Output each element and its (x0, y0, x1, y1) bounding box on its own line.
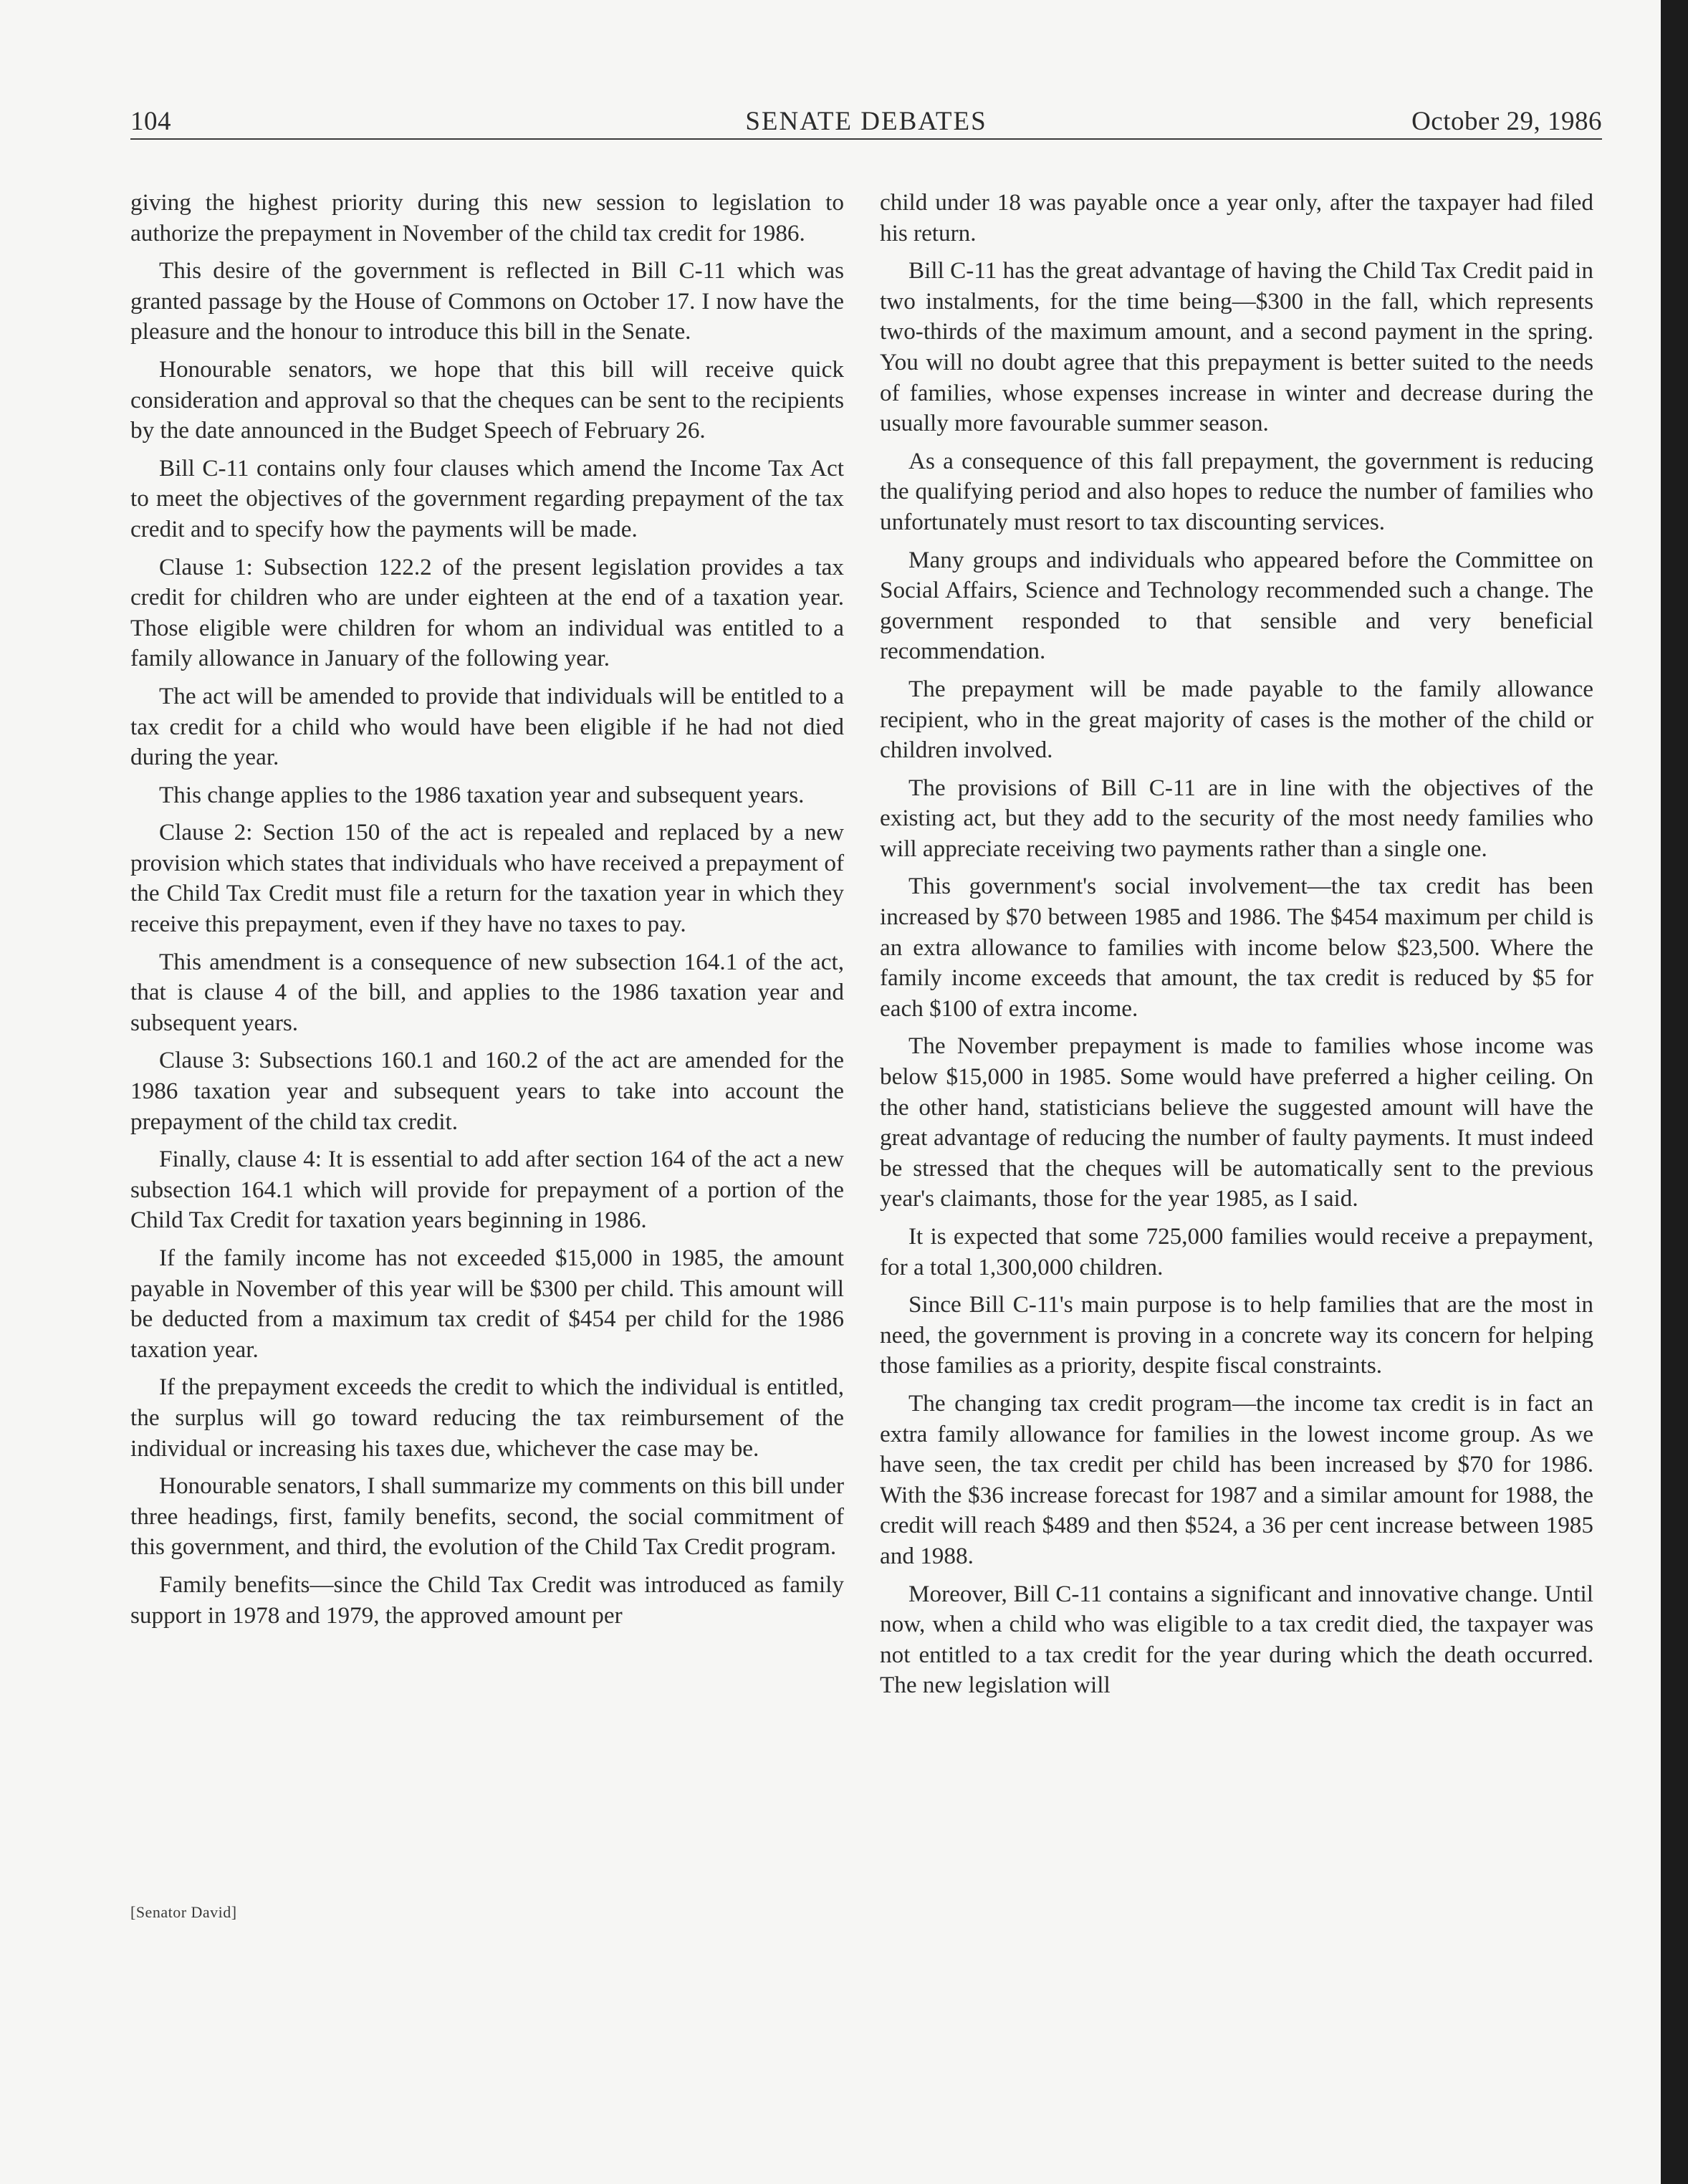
paragraph: It is expected that some 725,000 families would receive a prepayment, for a total 1,300,000 children. (880, 1223, 1593, 1280)
paragraph: This government's social involvement—the tax credit has been increased by $70 between 1985 and 1986. The $454 maximum per child is an extra allowance to families with income below $23,500. Where the family income exceeds that amount, the tax credit is reduced by $5 for each $100 of extra income. (880, 873, 1593, 1022)
paragraph: Clause 3: Subsections 160.1 and 160.2 of the act are amended for the 1986 taxation year and subsequent years to take into account the prepayment of the child tax credit. (130, 1047, 844, 1135)
page-number: 104 (130, 107, 171, 136)
paragraph: Clause 2: Section 150 of the act is repealed and replaced by a new provision which states that individuals who have received a prepayment of the Child Tax Credit must file a return for the taxation year in which they receive this prepayment, even if they have no taxes to pay. (130, 819, 844, 938)
paragraph: As a consequence of this fall prepayment, the government is reducing the qualifying period and also hopes to reduce the number of families who unfortunately must resort to tax discounting services. (880, 447, 1593, 535)
paragraph: giving the highest priority during this new session to legislation to authorize the prepayment in November of the child tax credit for 1986. (130, 189, 844, 246)
paragraph: This desire of the government is reflected in Bill C-11 which was granted passage by the House of Commons on October 17. I now have the pleasure and the honour to introduce this bill in the Senate. (130, 257, 844, 345)
paragraph: The act will be amended to provide that individuals will be entitled to a tax credit for a child who would have been eligible if he had not died during the year. (130, 682, 844, 771)
paragraph: Many groups and individuals who appeared before the Committee on Social Affairs, Science and Technology recommended such a change. The government responded to that sensible and very beneficial recommendation. (880, 546, 1593, 665)
paragraph: Bill C-11 contains only four clauses which amend the Income Tax Act to meet the objectives of the government regarding prepayment of the tax credit and to specify how the payments will be made. (130, 454, 844, 542)
paragraph: Honourable senators, I shall summarize my comments on this bill under three headings, first, family benefits, second, the social commitment of this government, and third, the evolution of the Child Tax Credit program. (130, 1472, 844, 1561)
paragraph: Family benefits—since the Child Tax Credit was introduced as family support in 1978 and 1979, the approved amount per (130, 1571, 844, 1629)
speaker-note: [Senator David] (130, 1903, 237, 1921)
paragraph: Moreover, Bill C-11 contains a significant and innovative change. Until now, when a child who was eligible to a tax credit died, the taxpayer was not entitled to a tax credit for the year during which the death occurred. The new legislation will (880, 1580, 1593, 1699)
header-rule (130, 138, 1602, 140)
paragraph: This change applies to the 1986 taxation year and subsequent years. (159, 781, 805, 808)
paragraph: The prepayment will be made payable to the family allowance recipient, who in the great majority of cases is the mother of the child or children involved. (880, 675, 1593, 764)
paragraph: Clause 1: Subsection 122.2 of the present legislation provides a tax credit for children who are under eighteen at the end of a taxation year. Those eligible were children for whom an individual was entitled to a family allowance in January of the following year. (130, 553, 844, 672)
paragraph: The November prepayment is made to families whose income was below $15,000 in 1985. Some would have preferred a higher ceiling. On the other hand, statisticians believe the suggested amount will have the great advantage of reducing the number of faulty payments. It must indeed be stressed that the cheques will be automatically sent to the previous year's claimants, those for the year 1985, as I said. (880, 1033, 1593, 1212)
scan-edge (1661, 0, 1688, 2184)
right-column (880, 188, 1593, 1708)
paragraph: The changing tax credit program—the income tax credit is in fact an extra family allowance for families in the lowest income group. As we have seen, the tax credit per child has been increased by $70 for 1986. With the $36 increase forecast for 1987 and a similar amount for 1988, the credit will reach $489 and then $524, a 36 per cent increase between 1985 and 1988. (880, 1389, 1593, 1569)
paragraph: This amendment is a consequence of new subsection 164.1 of the act, that is clause 4 of the bill, and applies to the 1986 taxation year and subsequent years. (130, 948, 844, 1036)
paragraph: Honourable senators, we hope that this bill will receive quick consideration and approval so that the cheques can be sent to the recipients by the date announced in the Budget Speech of February 26. (130, 355, 844, 444)
paragraph: If the family income has not exceeded $15,000 in 1985, the amount payable in November of this year will be $300 per child. This amount will be deducted from a maximum tax credit of $454 per child for the 1986 taxation year. (130, 1245, 844, 1363)
publication-title: SENATE DEBATES (745, 107, 987, 136)
issue-date: October 29, 1986 (1411, 107, 1602, 136)
paragraph: The provisions of Bill C-11 are in line with the objectives of the existing act, but they add to the security of the most needy families who will appreciate receiving two payments rather than a single one. (880, 774, 1593, 862)
paragraph: Since Bill C-11's main purpose is to help families that are the most in need, the government is proving in a concrete way its concern for helping those families as a priority, despite fiscal constraints. (880, 1291, 1593, 1379)
running-head (130, 100, 1602, 140)
paragraph: If the prepayment exceeds the credit to which the individual is entitled, the surplus will go toward reducing the tax reimbursement of the individual or increasing his taxes due, whichever the case may be. (130, 1374, 844, 1462)
paragraph: Finally, clause 4: It is essential to add after section 164 of the act a new subsection 164.1 which will provide for prepayment of a portion of the Child Tax Credit for taxation years beginning in 1986. (130, 1146, 844, 1234)
left-column (130, 188, 844, 1638)
paragraph: child under 18 was payable once a year only, after the taxpayer had filed his return. (880, 189, 1593, 246)
paragraph: Bill C-11 has the great advantage of having the Child Tax Credit paid in two instalments, for the time being—$300 in the fall, which represents two-thirds of the maximum amount, and a second payment in the spring. You will no doubt agree that this prepayment is better suited to the needs of families, whose expenses increase in winter and decrease during the usually more favourable summer season. (880, 257, 1593, 437)
